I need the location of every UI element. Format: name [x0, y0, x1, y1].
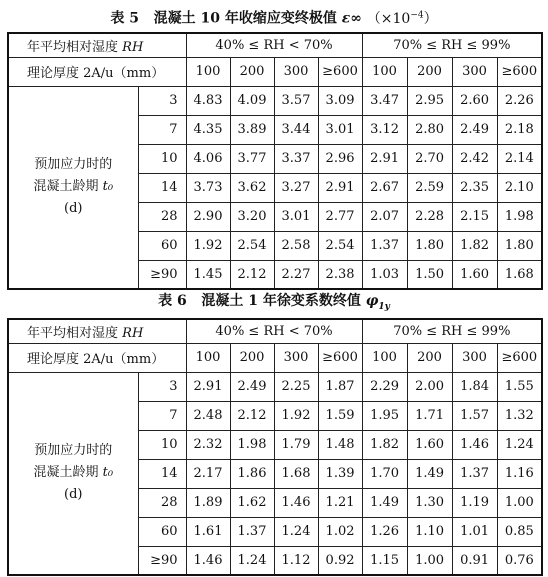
table-6-number: 表 6	[158, 293, 187, 309]
thickness-header: 理论厚度 2A/u（mm）	[8, 343, 186, 372]
value-cell: 1.60	[452, 260, 497, 289]
value-cell: 2.28	[407, 202, 452, 231]
table-5-title: 混凝土 10 年收缩应变终极值	[153, 10, 337, 27]
value-cell: 1.71	[407, 401, 452, 430]
table-5-caption	[0, 6, 548, 28]
thickness-cell: ≥600	[497, 343, 542, 372]
value-cell: 1.92	[274, 401, 318, 430]
thickness-cell: 300	[452, 57, 497, 86]
value-cell: 2.91	[362, 144, 407, 173]
value-cell: 1.37	[230, 517, 274, 546]
age-cell: ≥90	[138, 546, 186, 575]
value-cell: 2.26	[497, 86, 542, 115]
value-cell: 2.58	[274, 231, 318, 260]
value-cell: 4.83	[186, 86, 230, 115]
value-cell: 1.84	[452, 372, 497, 401]
table-6-title: 混凝土 1 年徐变系数终值	[201, 293, 361, 309]
value-cell: 1.32	[497, 401, 542, 430]
value-cell: 2.15	[452, 202, 497, 231]
value-cell: 3.44	[274, 115, 318, 144]
value-cell: 1.26	[362, 517, 407, 546]
thickness-header: 理论厚度 2A/u（mm）	[8, 57, 186, 86]
value-cell: 0.76	[497, 546, 542, 575]
value-cell: 1.57	[452, 401, 497, 430]
value-cell: 4.09	[230, 86, 274, 115]
thickness-cell: 100	[186, 57, 230, 86]
value-cell: 1.12	[274, 546, 318, 575]
table-6-caption	[0, 292, 548, 316]
value-cell: 2.54	[318, 231, 362, 260]
value-cell: 2.25	[274, 372, 318, 401]
rh-group-low: 40% ≤ RH < 70%	[186, 33, 362, 57]
value-cell: 2.49	[452, 115, 497, 144]
value-cell: 2.10	[497, 173, 542, 202]
value-cell: 2.90	[186, 202, 230, 231]
value-cell: 1.55	[497, 372, 542, 401]
rh-group-high: 70% ≤ RH ≤ 99%	[362, 319, 542, 343]
thickness-cell: 200	[230, 343, 274, 372]
age-cell: 10	[138, 430, 186, 459]
thickness-row	[8, 57, 542, 86]
value-cell: 2.70	[407, 144, 452, 173]
value-cell: 1.02	[318, 517, 362, 546]
age-cell: 3	[138, 86, 186, 115]
value-cell: 2.96	[318, 144, 362, 173]
value-cell: 1.68	[274, 459, 318, 488]
rh-group-high: 70% ≤ RH ≤ 99%	[362, 33, 542, 57]
table-5-unit: $(\times 10^{-4})$	[366, 10, 438, 27]
value-cell: 1.68	[497, 260, 542, 289]
value-cell: 3.73	[186, 173, 230, 202]
value-cell: 1.16	[497, 459, 542, 488]
value-cell: 2.12	[230, 401, 274, 430]
value-cell: 2.27	[274, 260, 318, 289]
thickness-cell: 200	[407, 343, 452, 372]
table-6-symbol: $\varphi_{1y}$	[365, 293, 390, 312]
value-cell: 2.77	[318, 202, 362, 231]
value-cell: 3.57	[274, 86, 318, 115]
thickness-cell: 300	[452, 343, 497, 372]
value-cell: 1.82	[452, 231, 497, 260]
value-cell: 1.01	[452, 517, 497, 546]
value-cell: 3.01	[274, 202, 318, 231]
value-cell: 1.21	[318, 488, 362, 517]
rh-group-low: 40% ≤ RH < 70%	[186, 319, 362, 343]
value-cell: 1.00	[497, 488, 542, 517]
value-cell: 1.37	[362, 231, 407, 260]
value-cell: 1.19	[452, 488, 497, 517]
value-cell: 3.12	[362, 115, 407, 144]
value-cell: 1.46	[274, 488, 318, 517]
rh-header: 年平均相对湿度 RH	[8, 33, 186, 57]
value-cell: 1.48	[318, 430, 362, 459]
value-cell: 1.37	[452, 459, 497, 488]
value-cell: 1.46	[452, 430, 497, 459]
value-cell: 2.42	[452, 144, 497, 173]
age-cell: 7	[138, 401, 186, 430]
age-cell: ≥90	[138, 260, 186, 289]
value-cell: 2.35	[452, 173, 497, 202]
value-cell: 1.89	[186, 488, 230, 517]
value-cell: 1.95	[362, 401, 407, 430]
value-cell: 1.70	[362, 459, 407, 488]
value-cell: 3.47	[362, 86, 407, 115]
value-cell: 3.01	[318, 115, 362, 144]
value-cell: 1.10	[407, 517, 452, 546]
value-cell: 2.29	[362, 372, 407, 401]
concrete-age-label	[8, 372, 138, 575]
value-cell: 1.87	[318, 372, 362, 401]
value-cell: 4.06	[186, 144, 230, 173]
value-cell: 1.30	[407, 488, 452, 517]
value-cell: 1.15	[362, 546, 407, 575]
side-label-line: 混凝土龄期 t₀	[33, 179, 114, 195]
value-cell: 1.24	[230, 546, 274, 575]
value-cell: 2.14	[497, 144, 542, 173]
table-row	[8, 86, 542, 115]
value-cell: 2.12	[230, 260, 274, 289]
value-cell: 2.91	[186, 372, 230, 401]
side-label-line: 预加应力时的	[34, 157, 113, 173]
value-cell: 1.86	[230, 459, 274, 488]
thickness-cell: 200	[407, 57, 452, 86]
age-cell: 60	[138, 231, 186, 260]
thickness-cell: 100	[362, 343, 407, 372]
value-cell: 2.00	[407, 372, 452, 401]
rh-header: 年平均相对湿度 RH	[8, 319, 186, 343]
value-cell: 1.00	[407, 546, 452, 575]
table-5-number: 表 5	[110, 10, 139, 27]
value-cell: 1.79	[274, 430, 318, 459]
value-cell: 1.62	[230, 488, 274, 517]
value-cell: 3.62	[230, 173, 274, 202]
value-cell: 2.32	[186, 430, 230, 459]
value-cell: 1.50	[407, 260, 452, 289]
age-cell: 7	[138, 115, 186, 144]
age-cell: 14	[138, 173, 186, 202]
age-cell: 28	[138, 202, 186, 231]
value-cell: 1.49	[362, 488, 407, 517]
value-cell: 2.18	[497, 115, 542, 144]
value-cell: 2.48	[186, 401, 230, 430]
value-cell: 0.85	[497, 517, 542, 546]
value-cell: 1.61	[186, 517, 230, 546]
value-cell: 1.80	[407, 231, 452, 260]
side-label-line: 预加应力时的	[34, 443, 113, 459]
value-cell: 2.17	[186, 459, 230, 488]
value-cell: 1.03	[362, 260, 407, 289]
value-cell: 1.92	[186, 231, 230, 260]
thickness-cell: 200	[230, 57, 274, 86]
age-cell: 3	[138, 372, 186, 401]
value-cell: 2.54	[230, 231, 274, 260]
value-cell: 1.60	[407, 430, 452, 459]
thickness-cell: 100	[362, 57, 407, 86]
value-cell: 1.45	[186, 260, 230, 289]
value-cell: 3.20	[230, 202, 274, 231]
age-cell: 14	[138, 459, 186, 488]
value-cell: 3.37	[274, 144, 318, 173]
value-cell: 2.59	[407, 173, 452, 202]
value-cell: 0.91	[452, 546, 497, 575]
side-label-line: 混凝土龄期 t₀	[33, 465, 114, 481]
value-cell: 1.24	[274, 517, 318, 546]
table-row	[8, 372, 542, 401]
value-cell: 3.77	[230, 144, 274, 173]
age-cell: 10	[138, 144, 186, 173]
thickness-cell: 100	[186, 343, 230, 372]
thickness-cell: ≥600	[497, 57, 542, 86]
value-cell: 1.98	[230, 430, 274, 459]
age-cell: 28	[138, 488, 186, 517]
value-cell: 2.38	[318, 260, 362, 289]
value-cell: 3.09	[318, 86, 362, 115]
table-5-symbol: ε∞	[341, 10, 362, 27]
value-cell: 4.35	[186, 115, 230, 144]
value-cell: 1.59	[318, 401, 362, 430]
value-cell: 2.49	[230, 372, 274, 401]
creep-table	[7, 318, 543, 576]
value-cell: 1.49	[407, 459, 452, 488]
thickness-cell: ≥600	[318, 57, 362, 86]
value-cell: 2.60	[452, 86, 497, 115]
side-label-line: (d)	[64, 487, 83, 503]
thickness-cell: 300	[274, 343, 318, 372]
value-cell: 2.95	[407, 86, 452, 115]
value-cell: 1.82	[362, 430, 407, 459]
concrete-age-label	[8, 86, 138, 289]
value-cell: 2.07	[362, 202, 407, 231]
value-cell: 2.80	[407, 115, 452, 144]
age-cell: 60	[138, 517, 186, 546]
value-cell: 2.67	[362, 173, 407, 202]
side-label-line: (d)	[64, 201, 83, 217]
value-cell: 3.89	[230, 115, 274, 144]
value-cell: 1.98	[497, 202, 542, 231]
value-cell: 2.91	[318, 173, 362, 202]
value-cell: 1.24	[497, 430, 542, 459]
thickness-cell: 300	[274, 57, 318, 86]
thickness-cell: ≥600	[318, 343, 362, 372]
shrinkage-table	[7, 32, 543, 290]
thickness-row	[8, 343, 542, 372]
value-cell: 1.80	[497, 231, 542, 260]
value-cell: 1.46	[186, 546, 230, 575]
value-cell: 3.27	[274, 173, 318, 202]
value-cell: 0.92	[318, 546, 362, 575]
value-cell: 1.39	[318, 459, 362, 488]
